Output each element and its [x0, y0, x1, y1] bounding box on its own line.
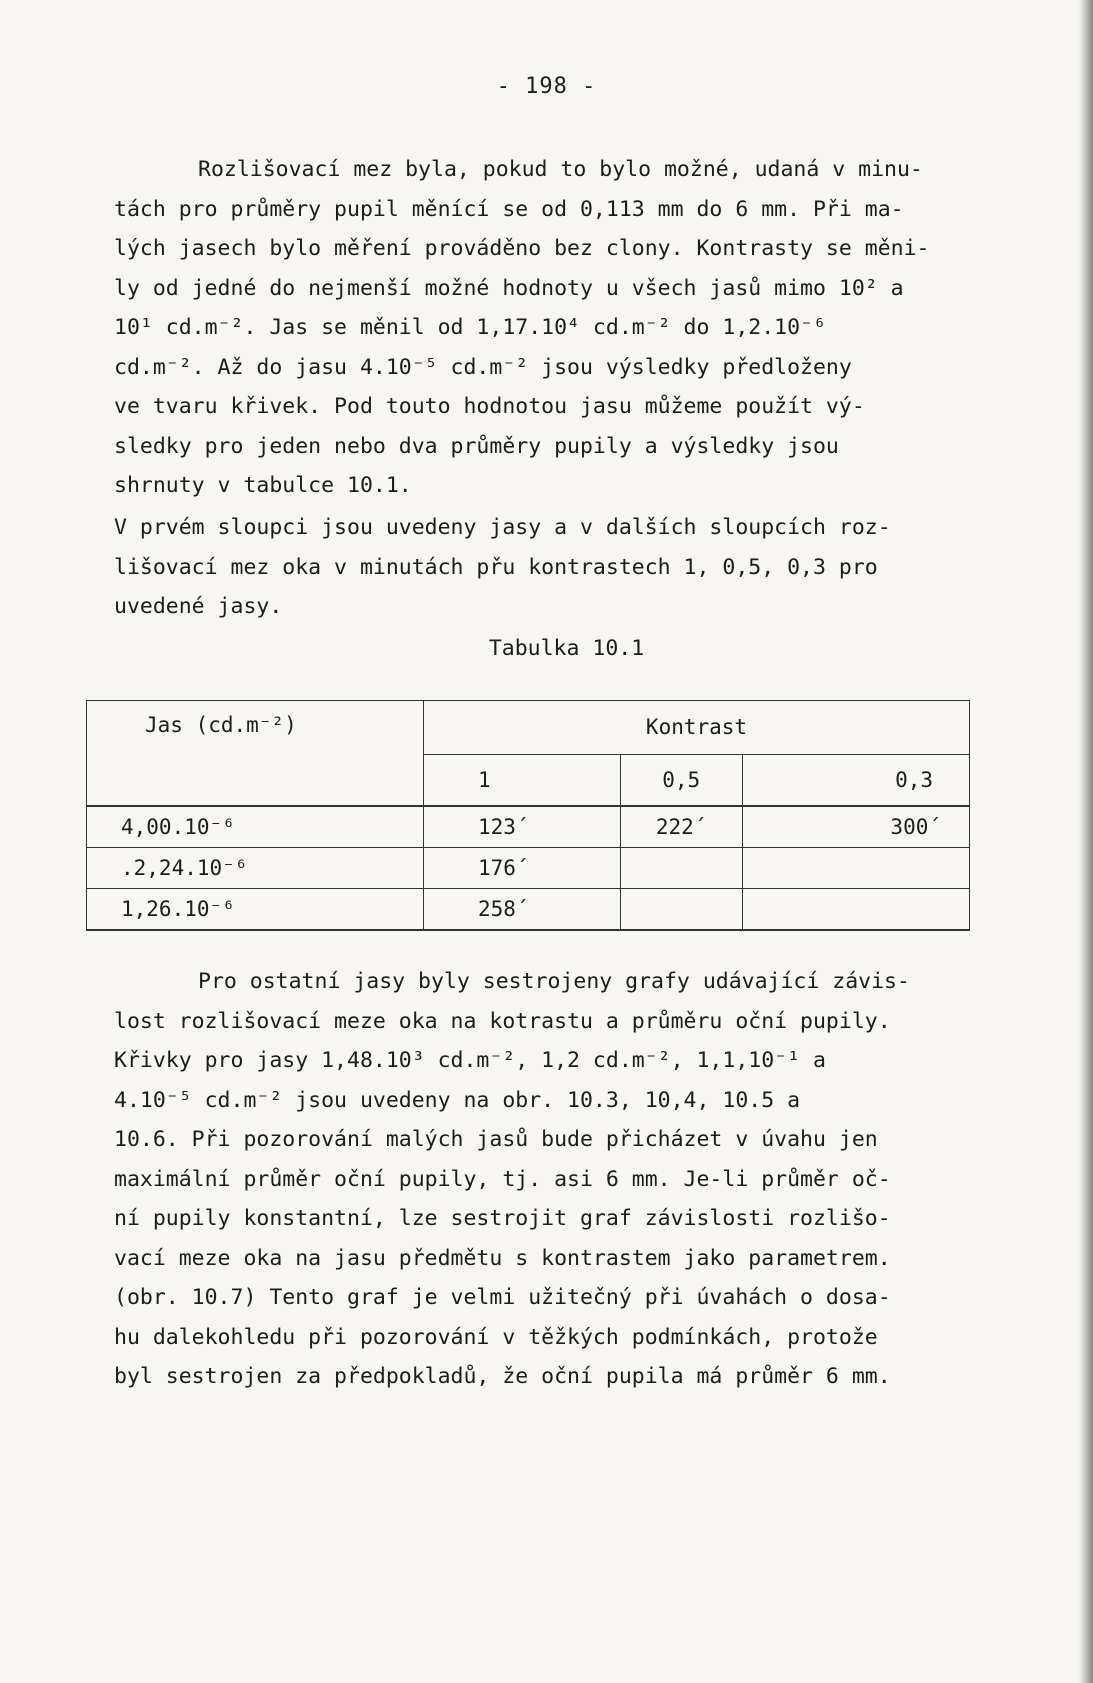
value-cell [742, 889, 969, 931]
contrast-value: 0,5 [620, 754, 742, 806]
text-line: lišovací mez oka v minutách přu kontrastech 1, 0,5, 0,3 pro [114, 554, 878, 580]
text-line: Pro ostatní jasy byly sestrojeny grafy udávající závis- [198, 969, 910, 994]
text-line: ve tvaru křivek. Pod touto hodnotou jasu můžeme použít vý- [114, 394, 865, 419]
text-line: tách pro průměry pupil měnící se od 0,113 mm do 6 mm. Při ma- [114, 196, 904, 222]
table-row [87, 848, 970, 889]
text-line: sledky pro jeden nebo dva průměry pupily a výsledky jsou [114, 433, 839, 459]
value-cell: 123´ [424, 806, 621, 848]
paragraph-graphs [114, 962, 1054, 1397]
value-cell [742, 848, 969, 889]
table-caption: Tabulka 10.1 [488, 636, 645, 661]
contrast-value: 1 [424, 754, 621, 806]
text-line: uvedené jasy. [114, 594, 283, 619]
text-line: 4.10⁻⁵ cd.m⁻² jsou uvedeny na obr. 10.3, 10,4, 10.5 a [114, 1087, 801, 1113]
jas-cell: 1,26.10⁻⁶ [87, 889, 424, 931]
text-line: shrnuty v tabulce 10.1. [114, 473, 412, 498]
text-line: (obr. 10.7) Tento graf je velmi užitečný při úvahách o dosa- [114, 1285, 891, 1310]
text-line: 10.6. Při pozorování malých jasů bude přicházet v úvahu jen [114, 1127, 878, 1152]
jas-cell: .2,24.10⁻⁶ [87, 848, 424, 889]
table-header-row [87, 701, 970, 755]
text-line: ní pupily konstantní, lze sestrojit graf závislosti rozlišo- [114, 1206, 891, 1231]
table-row [87, 806, 970, 848]
contrast-value: 0,3 [742, 754, 969, 806]
scan-edge-shadow [1079, 0, 1093, 1683]
text-line: Křivky pro jasy 1,48.10³ cd.m⁻², 1,2 cd.m⁻², 1,1,10⁻¹ a [114, 1048, 826, 1073]
value-cell: 300´ [742, 806, 969, 848]
kontrast-column-header: Kontrast [424, 701, 970, 755]
value-cell: 222´ [620, 806, 742, 848]
text-line: byl sestrojen za předpokladů, že oční pupila má průměr 6 mm. [114, 1364, 891, 1389]
text-line: 10¹ cd.m⁻². Jas se měnil od 1,17.10⁴ cd.m⁻² do 1,2.10⁻⁶ [114, 315, 826, 340]
text-line: V prvém sloupci jsou uvedeny jasy a v dalších sloupcích roz- [114, 515, 891, 540]
value-cell [620, 848, 742, 889]
text-line: lých jasech bylo měření prováděno bez clony. Kontrasty se měni- [114, 236, 930, 261]
text-line: lost rozlišovací meze oka na kotrastu a průměru oční pupily. [114, 1008, 891, 1034]
text-line: ly od jedné do nejmenší možné hodnoty u všech jasů mimo 10² a [114, 275, 904, 301]
jas-column-header: Jas (cd.m⁻²) [87, 701, 424, 807]
paragraph-intro [114, 150, 1054, 506]
text-line: cd.m⁻². Až do jasu 4.10⁻⁵ cd.m⁻² jsou výsledky předloženy [114, 354, 852, 380]
page-number: - 198 - [496, 74, 597, 99]
text-line: vací meze oka na jasu předmětu s kontrastem jako parametrem. [114, 1245, 891, 1271]
table-row [87, 889, 970, 931]
paragraph-table-intro [114, 508, 1054, 627]
resolution-table [86, 700, 970, 931]
text-line: hu dalekohledu při pozorování v těžkých podmínkách, protože [114, 1324, 878, 1350]
value-cell: 258´ [424, 889, 621, 931]
jas-cell: 4,00.10⁻⁶ [87, 806, 424, 848]
text-line: Rozlišovací mez byla, pokud to bylo možné, udaná v minu- [198, 157, 923, 182]
text-line: maximální průměr oční pupily, tj. asi 6 mm. Je-li průměr oč- [114, 1166, 891, 1192]
value-cell [620, 889, 742, 931]
value-cell: 176´ [424, 848, 621, 889]
